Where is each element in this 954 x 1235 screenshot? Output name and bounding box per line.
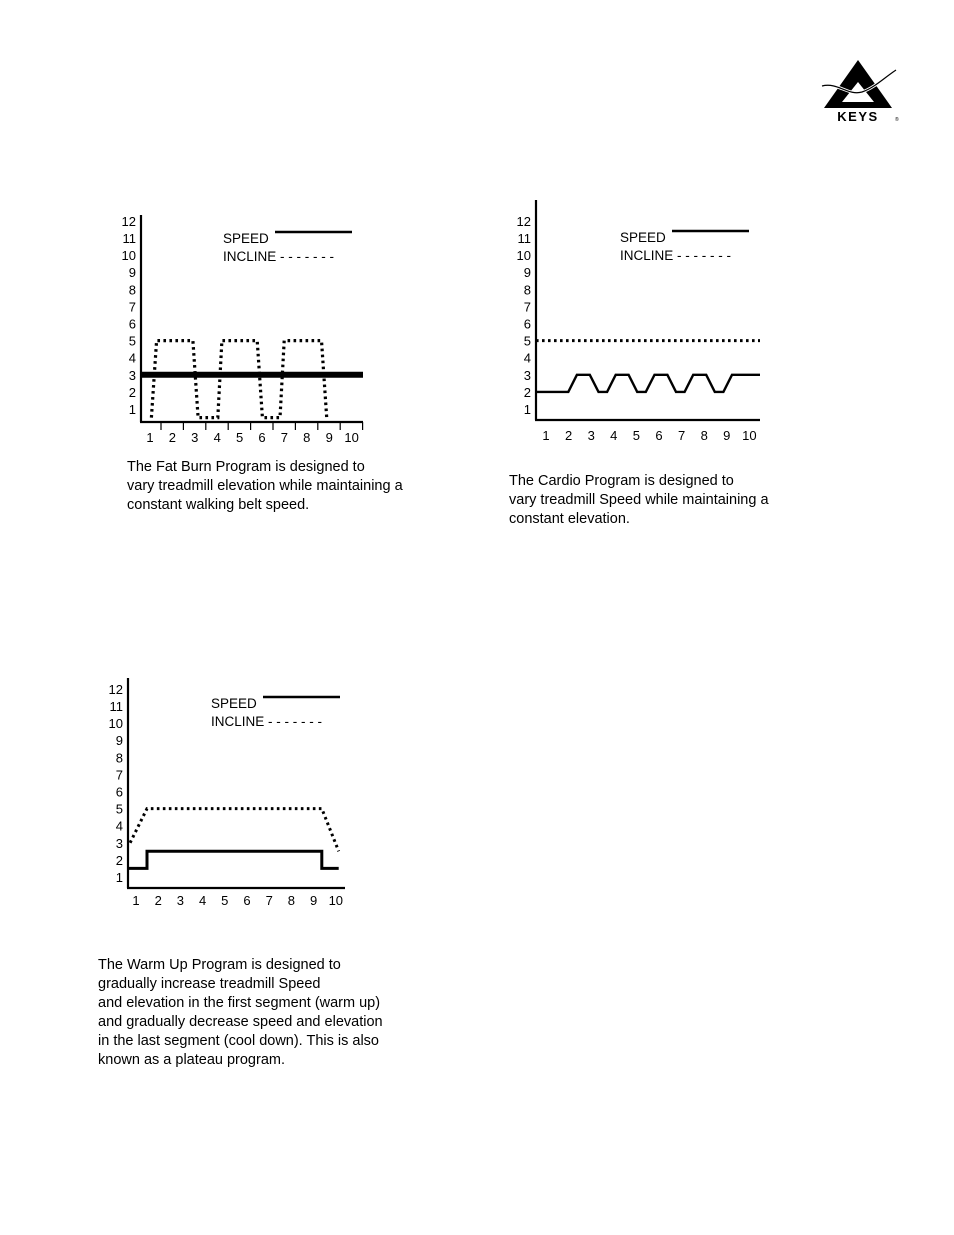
- legend-incline-label: INCLINE - - - - - - -: [620, 248, 731, 263]
- y-tick-label: 12: [121, 213, 136, 229]
- cardio-caption: [509, 472, 769, 529]
- y-tick-label: 9: [128, 265, 136, 281]
- x-tick-label: 3: [587, 428, 595, 443]
- legend-speed-label: SPEED: [223, 231, 269, 246]
- x-tick-label: 8: [303, 430, 311, 445]
- caption-line: vary treadmill Speed while maintaining a: [509, 492, 769, 508]
- y-tick-label: 11: [517, 231, 531, 246]
- x-tick-label: 9: [723, 428, 731, 443]
- x-tick-label: 2: [168, 430, 177, 445]
- caption-line: The Cardio Program is designed to: [509, 473, 734, 489]
- x-tick-label: 5: [235, 430, 244, 445]
- y-tick-label: 6: [523, 316, 531, 332]
- caption-line: vary treadmill elevation while maintaining a: [127, 478, 403, 494]
- y-tick-label: 4: [115, 818, 123, 834]
- x-tick-label: 2: [154, 893, 162, 908]
- incline-series-line: [151, 341, 326, 418]
- warm-up-chart-svg: [95, 668, 365, 918]
- y-tick-label: 3: [128, 367, 136, 383]
- y-tick-label: 10: [108, 716, 123, 732]
- x-tick-label: 4: [198, 893, 207, 908]
- warm-up-chart: [95, 668, 365, 918]
- warm-up-caption: [98, 956, 383, 1070]
- x-tick-label: 10: [344, 430, 359, 445]
- caption-line: known as a plateau program.: [98, 1052, 285, 1068]
- legend-incline-label: INCLINE - - - - - - -: [211, 714, 322, 729]
- y-tick-label: 1: [115, 870, 123, 885]
- y-tick-label: 1: [523, 402, 531, 417]
- x-tick-label: 7: [265, 893, 273, 908]
- x-tick-label: 7: [280, 430, 289, 445]
- y-tick-label: 12: [516, 213, 531, 229]
- keys-logo-icon: [818, 56, 898, 126]
- y-tick-label: 4: [128, 350, 136, 366]
- caption-line: The Warm Up Program is designed to: [98, 957, 341, 973]
- y-tick-label: 8: [128, 282, 136, 298]
- y-tick-label: 8: [523, 282, 531, 298]
- caption-line: and gradually decrease speed and elevation: [98, 1014, 383, 1030]
- y-tick-label: 8: [115, 750, 123, 766]
- x-tick-label: 4: [610, 428, 618, 443]
- y-tick-label: 9: [523, 265, 531, 281]
- speed-series-line: [128, 851, 339, 868]
- caption-line: in the last segment (cool down). This is also: [98, 1033, 380, 1049]
- cardio-chart: [505, 190, 775, 455]
- y-tick-label: 9: [115, 733, 123, 749]
- y-tick-label: 3: [115, 835, 123, 851]
- x-tick-label: 6: [243, 893, 251, 908]
- y-tick-label: 6: [115, 784, 123, 800]
- y-tick-label: 5: [115, 801, 123, 817]
- caption-line: and elevation in the first segment (warm up): [98, 995, 381, 1011]
- x-tick-label: 3: [176, 893, 185, 908]
- x-tick-label: 9: [309, 893, 318, 908]
- x-tick-label: 8: [287, 893, 296, 908]
- x-tick-label: 10: [742, 428, 757, 443]
- caption-line: gradually increase treadmill Speed: [98, 976, 321, 992]
- legend-speed-label: SPEED: [620, 230, 666, 245]
- y-tick-label: 7: [128, 299, 136, 315]
- fat-burn-chart-svg: [110, 205, 380, 455]
- x-tick-label: 4: [213, 430, 221, 445]
- cardio-chart-svg: [505, 190, 775, 455]
- x-tick-label: 1: [132, 893, 140, 908]
- logo-text: KEYS: [837, 109, 879, 124]
- fat-burn-caption: [127, 458, 403, 515]
- caption-line: constant walking belt speed.: [127, 497, 310, 513]
- x-tick-label: 10: [328, 893, 344, 908]
- incline-series-line: [130, 809, 339, 852]
- y-tick-label: 2: [523, 384, 531, 400]
- y-tick-label: 1: [128, 402, 136, 417]
- caption-line: constant elevation.: [509, 511, 630, 527]
- speed-series-line: [536, 375, 760, 392]
- y-tick-label: 12: [108, 681, 123, 697]
- x-tick-label: 6: [258, 430, 266, 445]
- x-tick-label: 5: [632, 428, 641, 443]
- y-tick-label: 10: [121, 248, 136, 264]
- caption-line: The Fat Burn Program is designed to: [127, 459, 365, 475]
- x-tick-label: 3: [191, 430, 199, 445]
- legend-speed-label: SPEED: [211, 696, 257, 711]
- y-tick-label: 10: [516, 248, 531, 264]
- keys-logo: [818, 56, 898, 126]
- y-tick-label: 6: [128, 316, 136, 332]
- y-tick-label: 2: [128, 384, 136, 400]
- legend-incline-label: INCLINE - - - - - - -: [223, 249, 334, 264]
- y-tick-label: 4: [523, 350, 531, 366]
- y-tick-label: 7: [115, 767, 123, 783]
- x-tick-label: 7: [677, 428, 686, 443]
- y-tick-label: 5: [523, 333, 531, 349]
- x-tick-label: 2: [564, 428, 573, 443]
- x-tick-label: 1: [146, 430, 154, 445]
- y-tick-label: 5: [128, 333, 136, 349]
- x-tick-label: 5: [221, 893, 229, 908]
- x-tick-label: 6: [655, 428, 663, 443]
- x-tick-label: 9: [325, 430, 333, 445]
- y-tick-label: 7: [523, 299, 531, 315]
- x-tick-label: 8: [700, 428, 708, 443]
- registered-mark: ®: [895, 117, 899, 123]
- y-tick-label: 11: [122, 231, 136, 246]
- y-tick-label: 3: [523, 367, 531, 383]
- y-tick-label: 11: [109, 699, 123, 714]
- x-tick-label: 1: [542, 428, 550, 443]
- fat-burn-chart: [110, 205, 380, 455]
- y-tick-label: 2: [115, 852, 123, 868]
